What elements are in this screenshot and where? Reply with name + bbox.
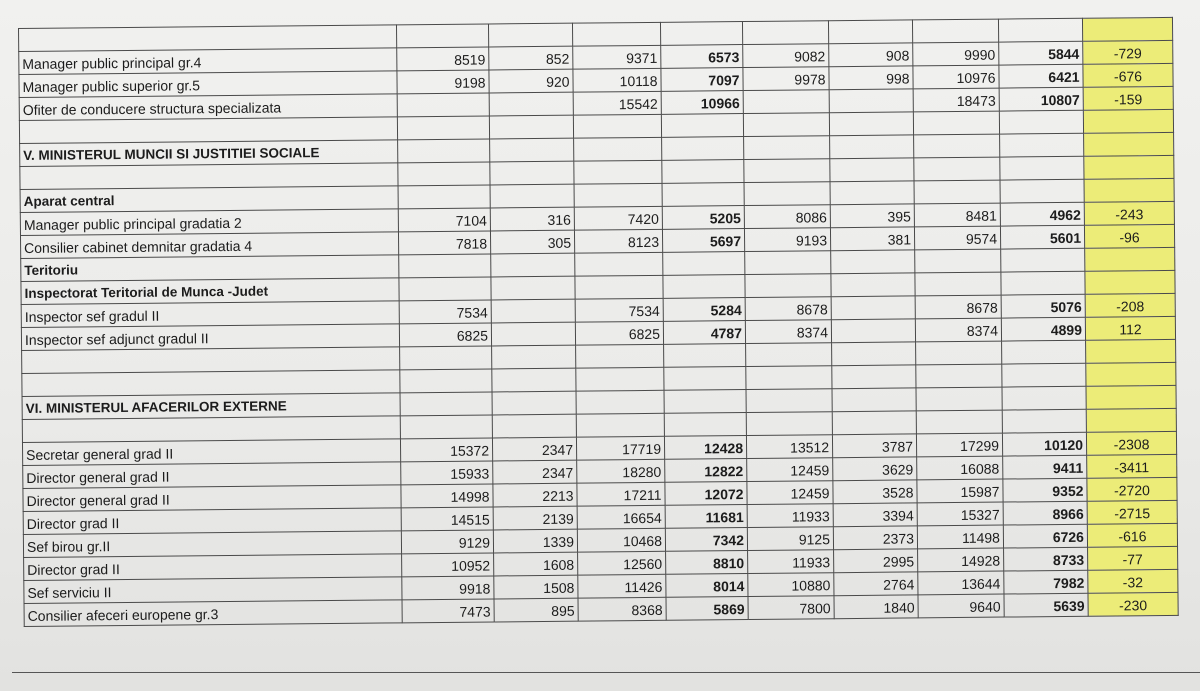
- value-cell-col1: [399, 277, 491, 301]
- value-cell-col4: [664, 413, 746, 437]
- value-cell-col2: 1508: [494, 575, 578, 599]
- value-cell-col5: 7800: [748, 596, 834, 620]
- value-cell-col6: 3528: [833, 480, 917, 504]
- value-cell-col5: [744, 136, 830, 160]
- value-cell-col4: 4787: [663, 321, 745, 345]
- value-cell-col2: 316: [490, 207, 574, 231]
- value-cell-col6: [832, 411, 916, 435]
- salary-table-wrapper: [18, 17, 1179, 627]
- section-title: V. MINISTERUL MUNCII SI JUSTITIEI SOCIALE: [20, 140, 398, 167]
- value-cell-col4: 7342: [665, 528, 747, 552]
- value-cell-col1: 14998: [401, 484, 493, 508]
- value-cell-col3: 16654: [577, 505, 665, 529]
- value-cell-col7: [914, 134, 1000, 158]
- value-cell-col7: 9990: [913, 42, 999, 66]
- value-cell-col8: [1002, 363, 1086, 387]
- salary-table: [18, 17, 1179, 627]
- value-cell-col4: 10966: [661, 91, 743, 115]
- value-cell-col8: 5639: [1004, 593, 1088, 617]
- value-cell-col8: [1001, 271, 1085, 295]
- difference-cell: -32: [1088, 569, 1178, 593]
- position-label: Director grad II: [24, 554, 402, 581]
- value-cell-col5: 8086: [744, 205, 830, 229]
- value-cell-col6: [831, 273, 915, 297]
- value-cell-col5: 10880: [748, 573, 834, 597]
- value-cell-col8: [1002, 340, 1086, 364]
- value-cell-col8: [1000, 156, 1084, 180]
- difference-cell: -96: [1084, 224, 1174, 248]
- value-cell-col5: 8678: [745, 297, 831, 321]
- position-label: Consilier cabinet demnitar gradatia 4: [20, 232, 398, 259]
- value-cell-col6: [831, 319, 915, 343]
- value-cell-col3: 9371: [573, 45, 661, 69]
- difference-cell: -230: [1088, 592, 1178, 616]
- value-cell-col6: 3394: [833, 503, 917, 527]
- difference-cell: -2720: [1087, 477, 1177, 501]
- value-cell-col2: 305: [490, 230, 574, 254]
- value-cell-col4: [664, 367, 746, 391]
- value-cell-col8: 6726: [1003, 524, 1087, 548]
- value-cell-col3: 17719: [576, 436, 664, 460]
- value-cell-col4: [664, 344, 746, 368]
- value-cell-col6: [830, 181, 914, 205]
- value-cell-col5: [743, 113, 829, 137]
- value-cell-col5: 11933: [748, 550, 834, 574]
- position-label: Manager public superior gr.5: [19, 71, 397, 98]
- value-cell-col1: 7534: [399, 300, 491, 324]
- value-cell-col1: [400, 369, 492, 393]
- value-cell-col2: 2347: [492, 437, 576, 461]
- value-cell-col2: [492, 414, 576, 438]
- value-cell-col8: [1000, 179, 1084, 203]
- position-label: Director general grad II: [23, 485, 401, 512]
- value-cell-col2: 852: [489, 46, 573, 70]
- value-cell-col7: 10976: [913, 65, 999, 89]
- value-cell-col1: [397, 93, 489, 117]
- value-cell-col6: 2764: [834, 572, 918, 596]
- value-cell-col1: 14515: [401, 507, 493, 531]
- value-cell-col3: 15542: [573, 91, 661, 115]
- difference-cell: [1084, 132, 1174, 156]
- value-cell-col5: [745, 251, 831, 275]
- value-cell-col4: 5697: [662, 229, 744, 253]
- value-cell-col7: [914, 180, 1000, 204]
- value-cell-col4: [662, 183, 744, 207]
- value-cell-col8: 8733: [1004, 547, 1088, 571]
- value-cell-col3: 10468: [577, 528, 665, 552]
- value-cell-col6: 3629: [833, 457, 917, 481]
- value-cell-col8: 7982: [1004, 570, 1088, 594]
- value-cell-col8: 5844: [999, 41, 1083, 65]
- value-cell-col4: [663, 252, 745, 276]
- value-cell-col8: 9411: [1003, 455, 1087, 479]
- value-cell-col3: [573, 114, 661, 138]
- value-cell-col6: [832, 342, 916, 366]
- value-cell-col6: [830, 158, 914, 182]
- value-cell-col1: 7104: [398, 208, 490, 232]
- difference-cell: -2715: [1087, 500, 1177, 524]
- value-cell-col1: 10952: [402, 553, 494, 577]
- value-cell-col2: [492, 345, 576, 369]
- value-cell-col4: 12428: [664, 436, 746, 460]
- value-cell-col2: [491, 299, 575, 323]
- value-cell-col5: [745, 274, 831, 298]
- value-cell-col4: 12072: [665, 482, 747, 506]
- value-cell-col1: [400, 392, 492, 416]
- value-cell-col2: 895: [494, 598, 578, 622]
- value-cell-col1: [400, 415, 492, 439]
- value-cell-col7: 9574: [914, 226, 1000, 250]
- value-cell-col5: 9193: [744, 228, 830, 252]
- difference-cell: -676: [1083, 63, 1173, 87]
- value-cell-col5: [742, 21, 828, 45]
- value-cell-col1: [398, 162, 490, 186]
- value-cell-col7: [914, 157, 1000, 181]
- value-cell-col5: 9125: [747, 527, 833, 551]
- value-cell-col2: [492, 368, 576, 392]
- value-cell-col3: [572, 22, 660, 46]
- value-cell-col4: 5869: [666, 597, 748, 621]
- value-cell-col6: 998: [829, 66, 913, 90]
- difference-cell: [1085, 270, 1175, 294]
- value-cell-col1: 7473: [402, 599, 494, 623]
- value-cell-col5: [744, 182, 830, 206]
- difference-cell: -729: [1083, 40, 1173, 64]
- difference-cell: [1086, 362, 1176, 386]
- value-cell-col2: [491, 322, 575, 346]
- difference-cell: [1086, 339, 1176, 363]
- value-cell-col5: 8374: [745, 320, 831, 344]
- value-cell-col4: [662, 137, 744, 161]
- difference-cell: -77: [1088, 546, 1178, 570]
- value-cell-col6: [831, 250, 915, 274]
- value-cell-col3: 12560: [578, 551, 666, 575]
- section-title: Teritoriu: [21, 255, 399, 282]
- value-cell-col3: [576, 390, 664, 414]
- value-cell-col3: 10118: [573, 68, 661, 92]
- value-cell-col6: [832, 388, 916, 412]
- value-cell-col3: 7420: [574, 206, 662, 230]
- position-label: Director general grad II: [23, 462, 401, 489]
- value-cell-col6: [829, 112, 913, 136]
- value-cell-col2: 2347: [493, 460, 577, 484]
- value-cell-col1: [399, 254, 491, 278]
- value-cell-col2: [490, 184, 574, 208]
- value-cell-col3: [574, 137, 662, 161]
- value-cell-col1: 9129: [401, 530, 493, 554]
- value-cell-col8: 10120: [1002, 432, 1086, 456]
- value-cell-col4: 8014: [666, 574, 748, 598]
- value-cell-col2: [489, 92, 573, 116]
- difference-cell: [1085, 247, 1175, 271]
- value-cell-col1: [396, 24, 488, 48]
- value-cell-col1: 9918: [402, 576, 494, 600]
- value-cell-col2: [491, 253, 575, 277]
- value-cell-col4: 8810: [666, 551, 748, 575]
- value-cell-col1: 15372: [400, 438, 492, 462]
- value-cell-col8: [998, 18, 1082, 42]
- value-cell-col6: 3787: [832, 434, 916, 458]
- value-cell-col8: [1000, 133, 1084, 157]
- value-cell-col5: 9978: [743, 67, 829, 91]
- position-label: Sef serviciu II: [24, 577, 402, 604]
- value-cell-col1: 8519: [397, 47, 489, 71]
- value-cell-col3: 8123: [574, 229, 662, 253]
- section-title: VI. MINISTERUL AFACERILOR EXTERNE: [22, 393, 400, 420]
- value-cell-col7: 14928: [918, 548, 1004, 572]
- value-cell-col4: 11681: [665, 505, 747, 529]
- value-cell-col2: 1339: [493, 529, 577, 553]
- value-cell-col7: 15987: [917, 479, 1003, 503]
- value-cell-col3: 6825: [575, 321, 663, 345]
- value-cell-col6: [828, 20, 912, 44]
- value-cell-col2: 1608: [494, 552, 578, 576]
- value-cell-col5: 11933: [747, 504, 833, 528]
- value-cell-col8: 4962: [1000, 202, 1084, 226]
- value-cell-col1: [398, 185, 490, 209]
- value-cell-col5: 12459: [747, 481, 833, 505]
- value-cell-col7: [913, 111, 999, 135]
- value-cell-col3: [576, 344, 664, 368]
- value-cell-col6: 395: [830, 204, 914, 228]
- value-cell-col5: 13512: [746, 435, 832, 459]
- position-label: Inspector sef adjunct gradul II: [21, 324, 399, 351]
- value-cell-col7: 15327: [917, 502, 1003, 526]
- value-cell-col3: [575, 252, 663, 276]
- position-label: Sef birou gr.II: [23, 531, 401, 558]
- value-cell-col6: [829, 89, 913, 113]
- value-cell-col3: 7534: [575, 298, 663, 322]
- value-cell-col2: 920: [489, 69, 573, 93]
- value-cell-col2: [490, 138, 574, 162]
- value-cell-col6: [831, 296, 915, 320]
- value-cell-col8: 9352: [1003, 478, 1087, 502]
- value-cell-col2: [490, 161, 574, 185]
- difference-cell: -3411: [1087, 454, 1177, 478]
- value-cell-col5: [746, 343, 832, 367]
- value-cell-col7: 17299: [916, 433, 1002, 457]
- value-cell-col6: [830, 135, 914, 159]
- difference-cell: -243: [1084, 201, 1174, 225]
- value-cell-col2: [489, 115, 573, 139]
- value-cell-col4: 7097: [661, 68, 743, 92]
- value-cell-col3: [576, 367, 664, 391]
- value-cell-col3: 18280: [577, 459, 665, 483]
- value-cell-col7: 18473: [913, 88, 999, 112]
- difference-cell: [1082, 17, 1172, 41]
- position-label: Director grad II: [23, 508, 401, 535]
- position-label: Ofiter de conducere structura specializata: [19, 94, 397, 121]
- value-cell-col7: [915, 249, 1001, 273]
- value-cell-col7: [916, 341, 1002, 365]
- value-cell-col7: [915, 272, 1001, 296]
- value-cell-col7: 13644: [918, 571, 1004, 595]
- value-cell-col4: 6573: [661, 45, 743, 69]
- value-cell-col5: [746, 366, 832, 390]
- value-cell-col4: [660, 22, 742, 46]
- value-cell-col5: [746, 412, 832, 436]
- value-cell-col3: 8368: [578, 597, 666, 621]
- value-cell-col7: [916, 364, 1002, 388]
- value-cell-col8: [1001, 248, 1085, 272]
- value-cell-col7: [912, 19, 998, 43]
- value-cell-col7: 9640: [918, 594, 1004, 618]
- difference-cell: [1086, 385, 1176, 409]
- value-cell-col2: [491, 276, 575, 300]
- value-cell-col3: [574, 160, 662, 184]
- value-cell-col2: [488, 23, 572, 47]
- value-cell-col7: 8678: [915, 295, 1001, 319]
- position-label: Secretar general grad II: [22, 439, 400, 466]
- value-cell-col7: 8481: [914, 203, 1000, 227]
- value-cell-col8: 6421: [999, 64, 1083, 88]
- value-cell-col1: 7818: [398, 231, 490, 255]
- value-cell-col1: [398, 139, 490, 163]
- value-cell-col2: 2139: [493, 506, 577, 530]
- value-cell-col8: 4899: [1001, 317, 1085, 341]
- position-label: Manager public principal gradatia 2: [20, 209, 398, 236]
- value-cell-col8: 10807: [999, 87, 1083, 111]
- value-cell-col4: [662, 160, 744, 184]
- value-cell-col7: 11498: [917, 525, 1003, 549]
- value-cell-col3: 17211: [577, 482, 665, 506]
- value-cell-col6: 381: [830, 227, 914, 251]
- value-cell-col3: 11426: [578, 574, 666, 598]
- value-cell-col5: 9082: [743, 44, 829, 68]
- value-cell-col4: [663, 275, 745, 299]
- difference-cell: -2308: [1086, 431, 1176, 455]
- position-label: Manager public principal gr.4: [19, 48, 397, 75]
- value-cell-col8: 8966: [1003, 501, 1087, 525]
- position-label: Inspector sef gradul II: [21, 301, 399, 328]
- difference-cell: -159: [1083, 86, 1173, 110]
- difference-cell: [1084, 155, 1174, 179]
- value-cell-col1: [400, 346, 492, 370]
- value-cell-col3: [574, 183, 662, 207]
- value-cell-col6: 2373: [833, 526, 917, 550]
- salary-table-body: [19, 17, 1179, 626]
- value-cell-col4: 12822: [665, 459, 747, 483]
- value-cell-col2: [492, 391, 576, 415]
- value-cell-col6: 908: [829, 43, 913, 67]
- value-cell-col7: [916, 387, 1002, 411]
- position-label: Consilier afeceri europene gr.3: [24, 600, 402, 627]
- value-cell-col3: [576, 413, 664, 437]
- value-cell-col6: 1840: [834, 595, 918, 619]
- value-cell-col4: [664, 390, 746, 414]
- value-cell-col1: 9198: [397, 70, 489, 94]
- page-bottom-border: [12, 672, 1200, 673]
- value-cell-col5: [744, 159, 830, 183]
- value-cell-col7: 8374: [915, 318, 1001, 342]
- value-cell-col3: [575, 275, 663, 299]
- value-cell-col8: [1002, 386, 1086, 410]
- value-cell-col1: [397, 116, 489, 140]
- difference-cell: -208: [1085, 293, 1175, 317]
- difference-cell: -616: [1087, 523, 1177, 547]
- value-cell-col2: 2213: [493, 483, 577, 507]
- section-title: Aparat central: [20, 186, 398, 213]
- value-cell-col8: [1002, 409, 1086, 433]
- value-cell-col8: 5076: [1001, 294, 1085, 318]
- value-cell-col6: 2995: [834, 549, 918, 573]
- difference-cell: [1083, 109, 1173, 133]
- value-cell-col5: [746, 389, 832, 413]
- value-cell-col4: [661, 114, 743, 138]
- value-cell-col8: [999, 110, 1083, 134]
- value-cell-col1: 15933: [401, 461, 493, 485]
- difference-cell: [1084, 178, 1174, 202]
- difference-cell: 112: [1085, 316, 1175, 340]
- difference-cell: [1086, 408, 1176, 432]
- value-cell-col6: [832, 365, 916, 389]
- value-cell-col5: 12459: [747, 458, 833, 482]
- value-cell-col4: 5284: [663, 298, 745, 322]
- value-cell-col1: 6825: [399, 323, 491, 347]
- value-cell-col8: 5601: [1000, 225, 1084, 249]
- value-cell-col4: 5205: [662, 206, 744, 230]
- value-cell-col7: [916, 410, 1002, 434]
- value-cell-col5: [743, 90, 829, 114]
- value-cell-col7: 16088: [917, 456, 1003, 480]
- section-title: Inspectorat Teritorial de Munca -Judet: [21, 278, 399, 305]
